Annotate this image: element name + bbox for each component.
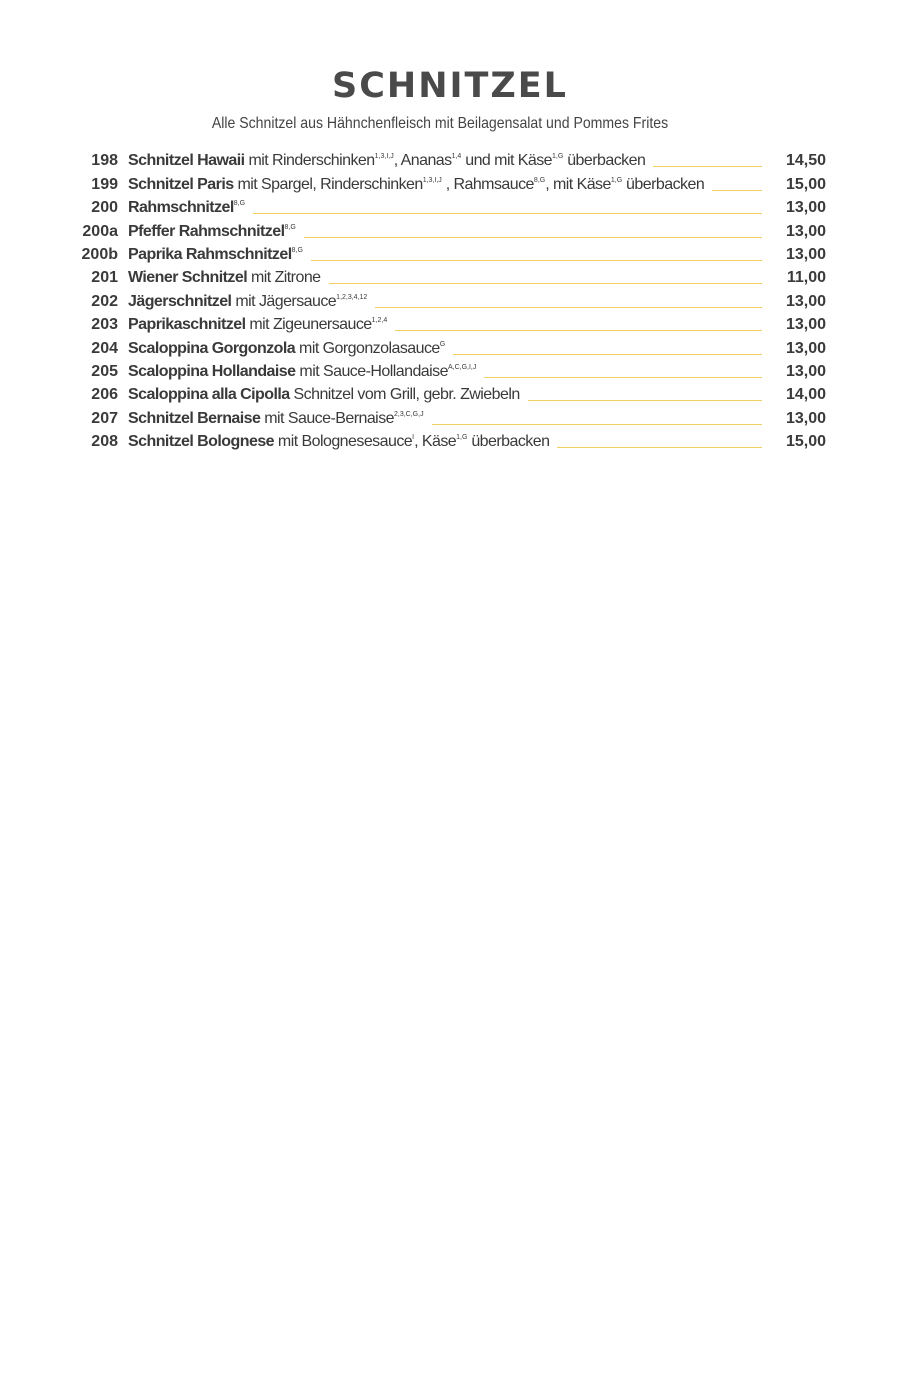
menu-item-name: Schnitzel Bolognese (128, 433, 275, 451)
menu-item-description: Scaloppina Hollandaise mit Sauce-Hollandaise$^{A,C,G,I,J}$ (128, 362, 477, 380)
menu-item-price: 14,00 (785, 386, 826, 404)
leader-line (453, 353, 762, 355)
menu-item-name: Rahmschnitzel (128, 199, 234, 217)
allergen-note: 8,G (284, 223, 296, 231)
allergen-note: 8,G (233, 200, 246, 208)
allergen-note: 1,4 (451, 153, 462, 161)
menu-item-price: 13,00 (785, 316, 826, 334)
leader-line (395, 329, 762, 331)
allergen-note: 1,G (610, 176, 623, 184)
menu-item-name: Pfeffer Rahmschnitzel (128, 222, 285, 240)
allergen-note: 8,G (291, 246, 303, 254)
leader-line (557, 446, 762, 448)
menu-item (76, 147, 826, 170)
menu-item-description: Scaloppina Gorgonzola mit Gorgonzolasauce$^G$ (128, 339, 446, 357)
leader-line (432, 423, 762, 425)
menu-item-number: 202 (91, 292, 118, 310)
allergen-note: I (412, 434, 415, 442)
menu-item-description (128, 223, 296, 241)
menu-item-name: Schnitzel Hawaii (128, 152, 245, 170)
leader-line (375, 306, 762, 308)
menu-item-number: 208 (91, 433, 118, 451)
menu-item-name: Scaloppina Gorgonzola (128, 339, 296, 357)
menu-item-name: Wiener Schnitzel (128, 269, 248, 287)
menu-item-description: Scaloppina alla Cipolla Schnitzel vom Grill, gebr. Zwiebeln (128, 386, 520, 404)
menu-item-number: 200a (82, 222, 118, 240)
leader-line (653, 165, 762, 167)
menu-item (76, 311, 826, 334)
menu-item (76, 287, 826, 310)
menu-item-price: 13,00 (785, 362, 826, 380)
menu-item-description: Schnitzel Hawaii mit Rinderschinken$^{1,3,I,J}$, Ananas$^{1,4}$ und mit Käse$^{1,G}$ überbacken (128, 152, 646, 170)
menu-item-name: Jägerschnitzel (128, 292, 232, 310)
menu-item-number: 201 (91, 269, 118, 287)
menu-item-price: 13,00 (785, 339, 826, 357)
menu-item-description: Schnitzel Paris mit Spargel, Rinderschinken$^{1,3,I,J}$ , Rahmsauce$^{8,G}$, mit Käse$^{1,G}$ überbacken (128, 175, 705, 193)
allergen-note: 1,3,I,J (422, 176, 442, 184)
page-title: SCHNITZEL (332, 66, 568, 106)
menu-list (76, 147, 826, 451)
leader-line (253, 212, 762, 214)
menu-item (76, 194, 826, 217)
menu-item-price: 14,50 (785, 152, 826, 170)
menu-item-description: Schnitzel Bolognese mit Bolognesesauce$^I$, Käse$^{1,G}$ überbacken (128, 433, 550, 451)
menu-item-number: 205 (91, 362, 118, 380)
allergen-note: 1,3,I,J (374, 153, 394, 161)
menu-item (76, 264, 826, 287)
menu-item-name: Schnitzel Bernaise (128, 409, 261, 427)
allergen-note: A,C,G,I,J (447, 363, 477, 371)
menu-item-name: Scaloppina Hollandaise (128, 362, 296, 380)
allergen-note: 1,2,4 (371, 317, 388, 325)
menu-item-description (128, 199, 245, 217)
menu-item-number: 206 (91, 386, 118, 404)
menu-item-price: 13,00 (785, 199, 826, 217)
menu-item-number: 200b (81, 245, 118, 263)
menu-item-description: Wiener Schnitzel mit Zitrone (128, 269, 321, 287)
leader-line (304, 236, 762, 238)
menu-item-name: Schnitzel Paris (128, 175, 234, 193)
menu-item-name: Paprika Rahmschnitzel (128, 245, 292, 263)
menu-item (76, 404, 826, 427)
menu-item-description (128, 246, 303, 264)
menu-item-number: 207 (91, 409, 118, 427)
menu-item (76, 381, 826, 404)
leader-line (528, 399, 762, 401)
menu-item-name: Paprikaschnitzel (128, 316, 246, 334)
menu-item (76, 217, 826, 240)
menu-item-description: Jägerschnitzel mit Jägersauce$^{1,2,3,4,12}$ (128, 292, 368, 310)
menu-item-price: 13,00 (785, 222, 826, 240)
menu-item (76, 170, 826, 193)
page-subtitle: Alle Schnitzel aus Hähnchenfleisch mit Beilagensalat und Pommes Frites (211, 115, 669, 132)
allergen-note: 8,G (533, 176, 546, 184)
leader-line (484, 376, 762, 378)
menu-item-number: 203 (91, 316, 118, 334)
menu-item (76, 334, 826, 357)
menu-item-description: Paprikaschnitzel mit Zigeunersauce$^{1,2,4}$ (128, 316, 388, 334)
menu-item-number: 199 (91, 175, 118, 193)
menu-item-number: 200 (91, 199, 118, 217)
allergen-note: 2,3,C,G,J (394, 410, 424, 418)
menu-item-price: 11,00 (786, 269, 826, 287)
menu-item (76, 358, 826, 381)
allergen-note: G (439, 340, 446, 348)
menu-item-price: 13,00 (785, 409, 826, 427)
menu-item (76, 241, 826, 264)
menu-item-number: 204 (91, 339, 118, 357)
menu-item (76, 428, 826, 451)
leader-line (329, 282, 762, 284)
menu-item-name: Scaloppina alla Cipolla (128, 386, 290, 404)
menu-item-description: Schnitzel Bernaise mit Sauce-Bernaise$^{2,3,C,G,J}$ (128, 409, 424, 427)
leader-line (311, 259, 762, 261)
menu-item-price: 15,00 (785, 175, 826, 193)
menu-item-price: 15,00 (785, 433, 826, 451)
menu-item-number: 198 (91, 152, 118, 170)
allergen-note: 1,G (456, 434, 468, 442)
allergen-note: 1,2,3,4,12 (336, 293, 368, 301)
menu-item-price: 13,00 (785, 292, 826, 310)
menu-item-price: 13,00 (785, 245, 826, 263)
allergen-note: 1,G (552, 153, 564, 161)
leader-line (712, 189, 762, 191)
